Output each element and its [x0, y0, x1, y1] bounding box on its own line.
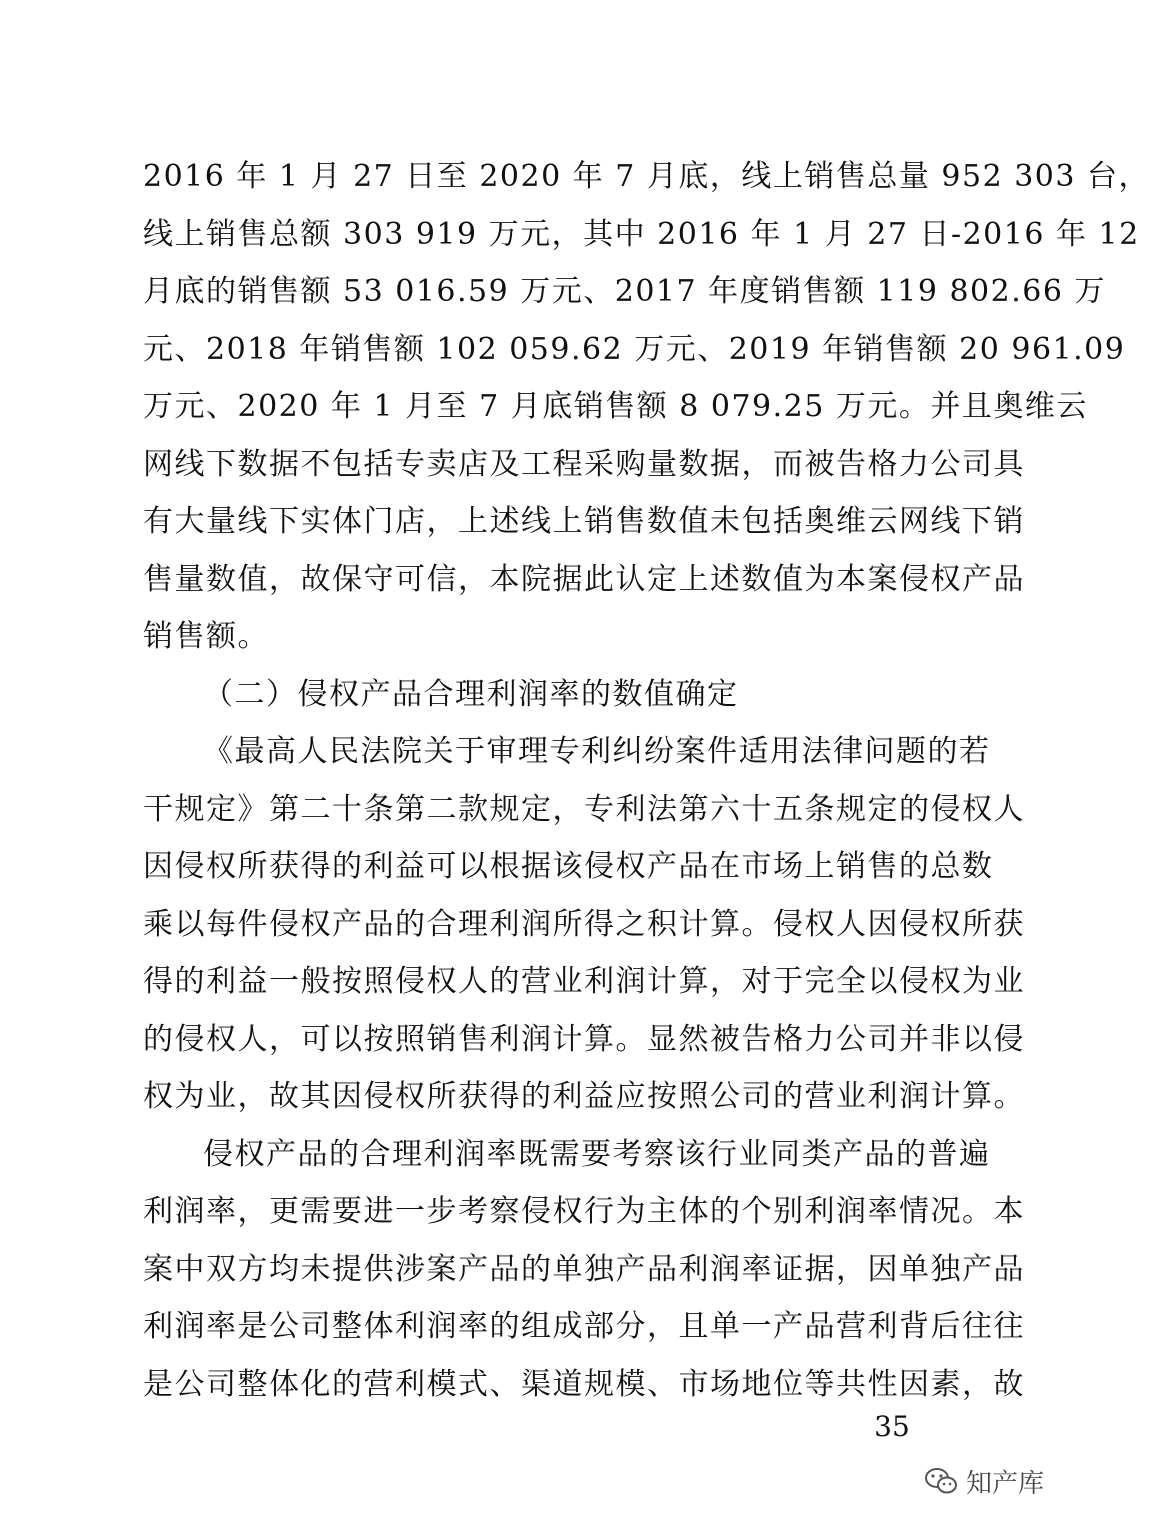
- text-line: 得的利益一般按照侵权人的营业利润计算，对于完全以侵权为业: [143, 964, 1025, 999]
- text-line: 权为业，故其因侵权所获得的利益应按照公司的营业利润计算。: [143, 1079, 1025, 1114]
- text-line: 售量数值，故保守可信，本院据此认定上述数值为本案侵权产品: [143, 561, 1025, 597]
- text-line: 干规定》第二十条第二款规定，专利法第六十五条规定的侵权人: [143, 791, 1025, 827]
- text-line: 万元、2020 年 1 月至 7 月底销售额 8 079.25 万元。并且奥维云: [143, 389, 1088, 424]
- text-line: 侵权产品的合理利润率既需要考察该行业同类产品的普遍: [203, 1136, 991, 1172]
- text-line: 乘以每件侵权产品的合理利润所得之积计算。侵权人因侵权所获: [143, 906, 1025, 942]
- text-line: 2016 年 1 月 27 日至 2020 年 7 月底，线上销售总量 952 303 台，: [143, 159, 1150, 194]
- text-line: 因侵权所获得的利益可以根据该侵权产品在市场上销售的总数: [143, 849, 994, 884]
- text-line: 有大量线下实体门店，上述线上销售数值未包括奥维云网线下销: [143, 504, 1025, 539]
- watermark-label: 知产库: [966, 1468, 1045, 1499]
- text-line: 《最高人民法院关于审理专利纠纷案件适用法律问题的若: [203, 734, 991, 769]
- text-line: 利润率是公司整体利润率的组成部分，且单一产品营利背后往往: [143, 1309, 1025, 1344]
- text-line: 销售额。: [143, 619, 269, 654]
- text-line: 案中双方均未提供涉案产品的单独产品利润率证据，因单独产品: [143, 1251, 1025, 1287]
- text-line: 线上销售总额 303 919 万元，其中 2016 年 1 月 27 日-2016 年 12: [143, 216, 1140, 252]
- watermark: [924, 1456, 1044, 1506]
- document-body: [143, 148, 1150, 1413]
- text-line: 元、2018 年销售额 102 059.62 万元、2019 年销售额 20 961.09: [143, 331, 1126, 367]
- text-line: 利润率，更需要进一步考察侵权行为主体的个别利润率情况。本: [143, 1194, 1025, 1229]
- page-number: 35: [874, 1410, 910, 1443]
- text-line: 网线下数据不包括专卖店及工程采购量数据，而被告格力公司具: [143, 446, 1025, 482]
- section-heading: （二）侵权产品合理利润率的数值确定: [203, 676, 739, 712]
- text-line: 月底的销售额 53 016.59 万元、2017 年度销售额 119 802.66 万: [143, 274, 1106, 309]
- text-line: 是公司整体化的营利模式、渠道规模、市场地位等共性因素，故: [143, 1366, 1025, 1402]
- text-line: 的侵权人，可以按照销售利润计算。显然被告格力公司并非以侵: [143, 1021, 1025, 1057]
- wechat-icon: [924, 1466, 958, 1496]
